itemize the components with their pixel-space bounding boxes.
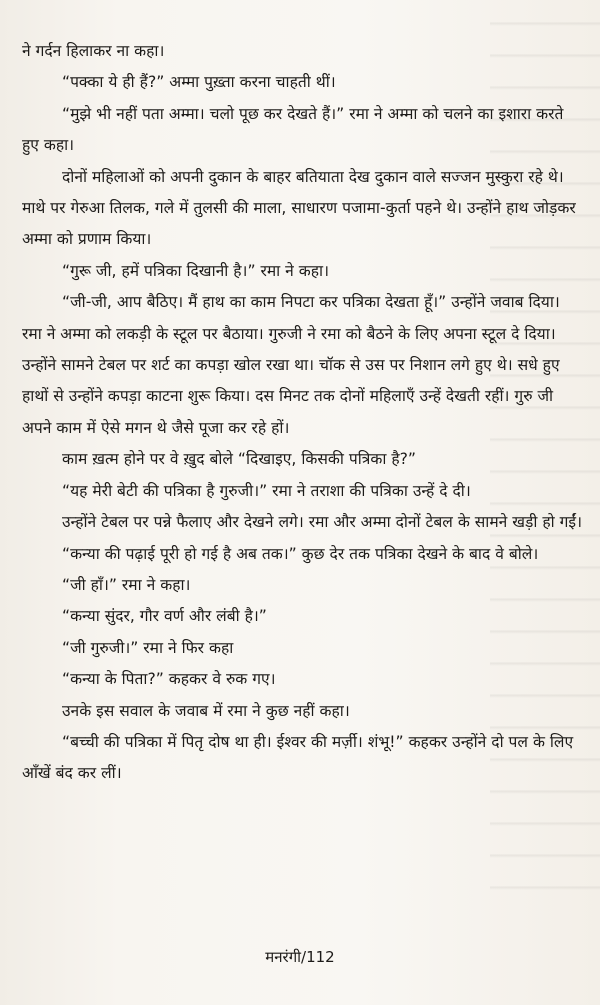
paragraph: “गुरू जी, हमें पत्रिका दिखानी है।” रमा ने कहा। [62,261,329,280]
paragraph: उन्होंने टेबल पर पन्ने फैलाए और देखने लगे। रमा और अम्मा दोनों टेबल के सामने खड़ी हो गईं। [62,513,583,532]
paragraph: “जी-जी, आप बैठिए। मैं हाथ का काम निपटा कर पत्रिका देखता हूँ।” उन्होंने जवाब दिया। रमा ने अम्मा को लकड़ी के स्टूल पर बैठाया। गुरुजी ने रमा को बैठने के लिए अपना स्टूल दे दिया। उन्होंने सामने टेबल पर शर्ट का कपड़ा खोल रखा था। चॉक से उस पर निशान लगे हुए थे। सधे हुए हाथों से उन्होंने कपड़ा काटना शुरू किया। दस मिनट तक दोनों महिलाएँ उन्हें देखती रहीं। गुरु जी अपने काम में ऐसे मगन थे जैसे पूजा कर रहे हों। [22,293,560,437]
paragraph: “बच्ची की पत्रिका में पितृ दोष था ही। ईश्वर की मर्ज़ी। शंभू!” कहकर उन्होंने दो पल के लिए आँखें बंद कर लीं। [22,732,574,783]
paragraph: “जी हाँ।” रमा ने कहा। [62,575,191,594]
page-body [22,36,582,790]
paragraph: “यह मेरी बेटी की पत्रिका है गुरुजी।” रमा ने तराशा की पत्रिका उन्हें दे दी। [62,481,471,500]
paragraph: “जी गुरुजी।” रमा ने फिर कहा [62,638,234,657]
paragraph: काम ख़त्म होने पर वे ख़ुद बोले “दिखाइए, किसकी पत्रिका है?” [62,450,416,469]
paragraph: “पक्का ये ही हैं?” अम्मा पुख़्ता करना चाहती थीं। [62,73,336,92]
paragraph: ने गर्दन हिलाकर ना कहा। [22,42,165,60]
paragraph: “कन्या सुंदर, गौर वर्ण और लंबी है।” [62,607,267,626]
page-footer: मनरंगी/112 [265,948,335,966]
paragraph: “कन्या की पढ़ाई पूरी हो गई है अब तक।” कुछ देर तक पत्रिका देखने के बाद वे बोले। [62,544,539,563]
paragraph: दोनों महिलाओं को अपनी दुकान के बाहर बतियाता देख दुकान वाले सज्जन मुस्कुरा रहे थे। माथे पर गेरुआ तिलक, गले में तुलसी की माला, साधारण पजामा-कुर्ता पहने थे। उन्होंने हाथ जोड़कर अम्मा को प्रणाम किया। [22,167,576,249]
paragraph: “कन्या के पिता?” कहकर वे रुक गए। [62,670,276,689]
paragraph: उनके इस सवाल के जवाब में रमा ने कुछ नहीं कहा। [62,701,350,720]
paragraph: “मुझे भी नहीं पता अम्मा। चलो पूछ कर देखते हैं।” रमा ने अम्मा को चलने का इशारा करते हुए कहा। [22,104,564,155]
